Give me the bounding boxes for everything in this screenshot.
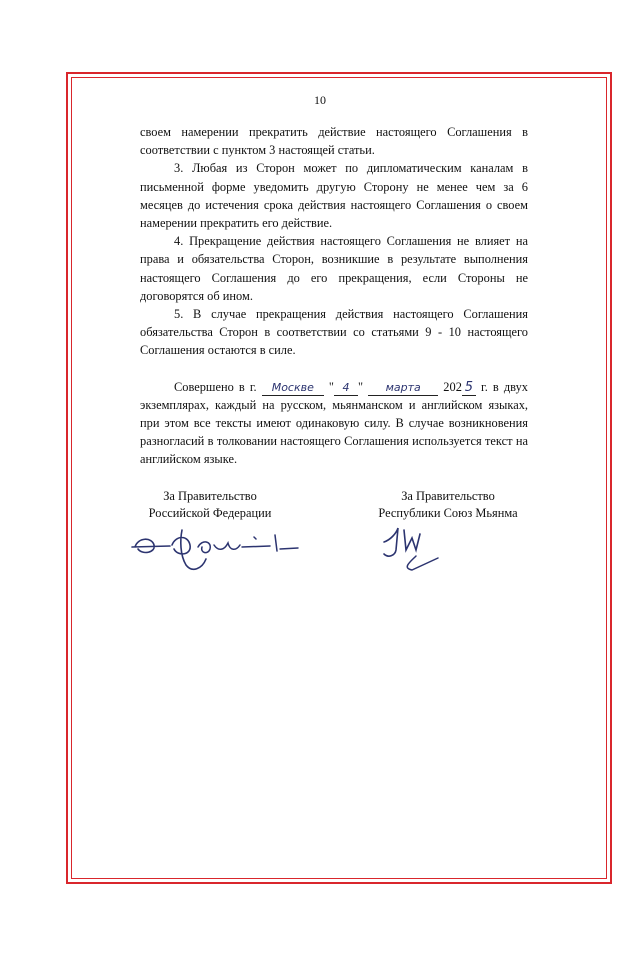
handwritten-city: Москве — [262, 381, 324, 396]
page-number: 10 — [314, 93, 326, 107]
paragraph-item-3: 3. Любая из Сторон может по дипломатическим каналам в письменной форме уведомить другую Сторону не менее чем за 6 месяцев до истечения срока действия настоящего Соглашения о своем намерении прекратить его действие. — [140, 161, 528, 231]
document-body — [140, 123, 528, 469]
done-clause — [140, 378, 528, 469]
quote-close-day: " — [357, 379, 364, 394]
paragraph-item-4: 4. Прекращение действия настоящего Соглашения не влияет на права и обязательства Сторон, возникшие в результате выполнения настоящего Соглашения до его прекращения, если Стороны не договорятся об ином. — [140, 234, 528, 303]
signatory-myanmar-line1: За Правительство — [401, 489, 495, 503]
paragraph-item-5: 5. В случае прекращения действия настоящего Соглашения обязательства Сторон в соответствии со статьями 9 - 10 настоящего Соглашения остаются в силе. — [140, 307, 528, 358]
paragraph-continuation: своем намерении прекратить действие настоящего Соглашения в соответствии с пунктом 3 настоящей статьи. — [140, 125, 528, 158]
done-prefix: Совершено в г. — [174, 379, 257, 394]
handwritten-signature-russia — [130, 525, 305, 577]
signatory-myanmar-line2: Республики Союз Мьянма — [378, 506, 518, 520]
quote-open-day: " — [328, 379, 334, 394]
signatory-russia-line1: За Правительство — [163, 489, 257, 503]
handwritten-year-digit: 5 — [462, 381, 476, 396]
handwritten-day: 4 — [334, 381, 358, 396]
handwritten-month: марта — [368, 381, 438, 396]
year-printed: 202 — [443, 379, 462, 394]
signatory-myanmar — [358, 488, 538, 522]
signatory-russia — [130, 488, 290, 522]
handwritten-signature-myanmar — [376, 520, 446, 578]
done-suffix: г. в двух экземплярах, каждый на русском, мьянманском и английском языках, при этом все тексты имеют одинаковую силу. В случае возникновения разногласий в толковании настоящего Соглашения используется текст на английском языке. — [140, 379, 528, 467]
signatory-russia-line2: Российской Федерации — [148, 506, 272, 520]
